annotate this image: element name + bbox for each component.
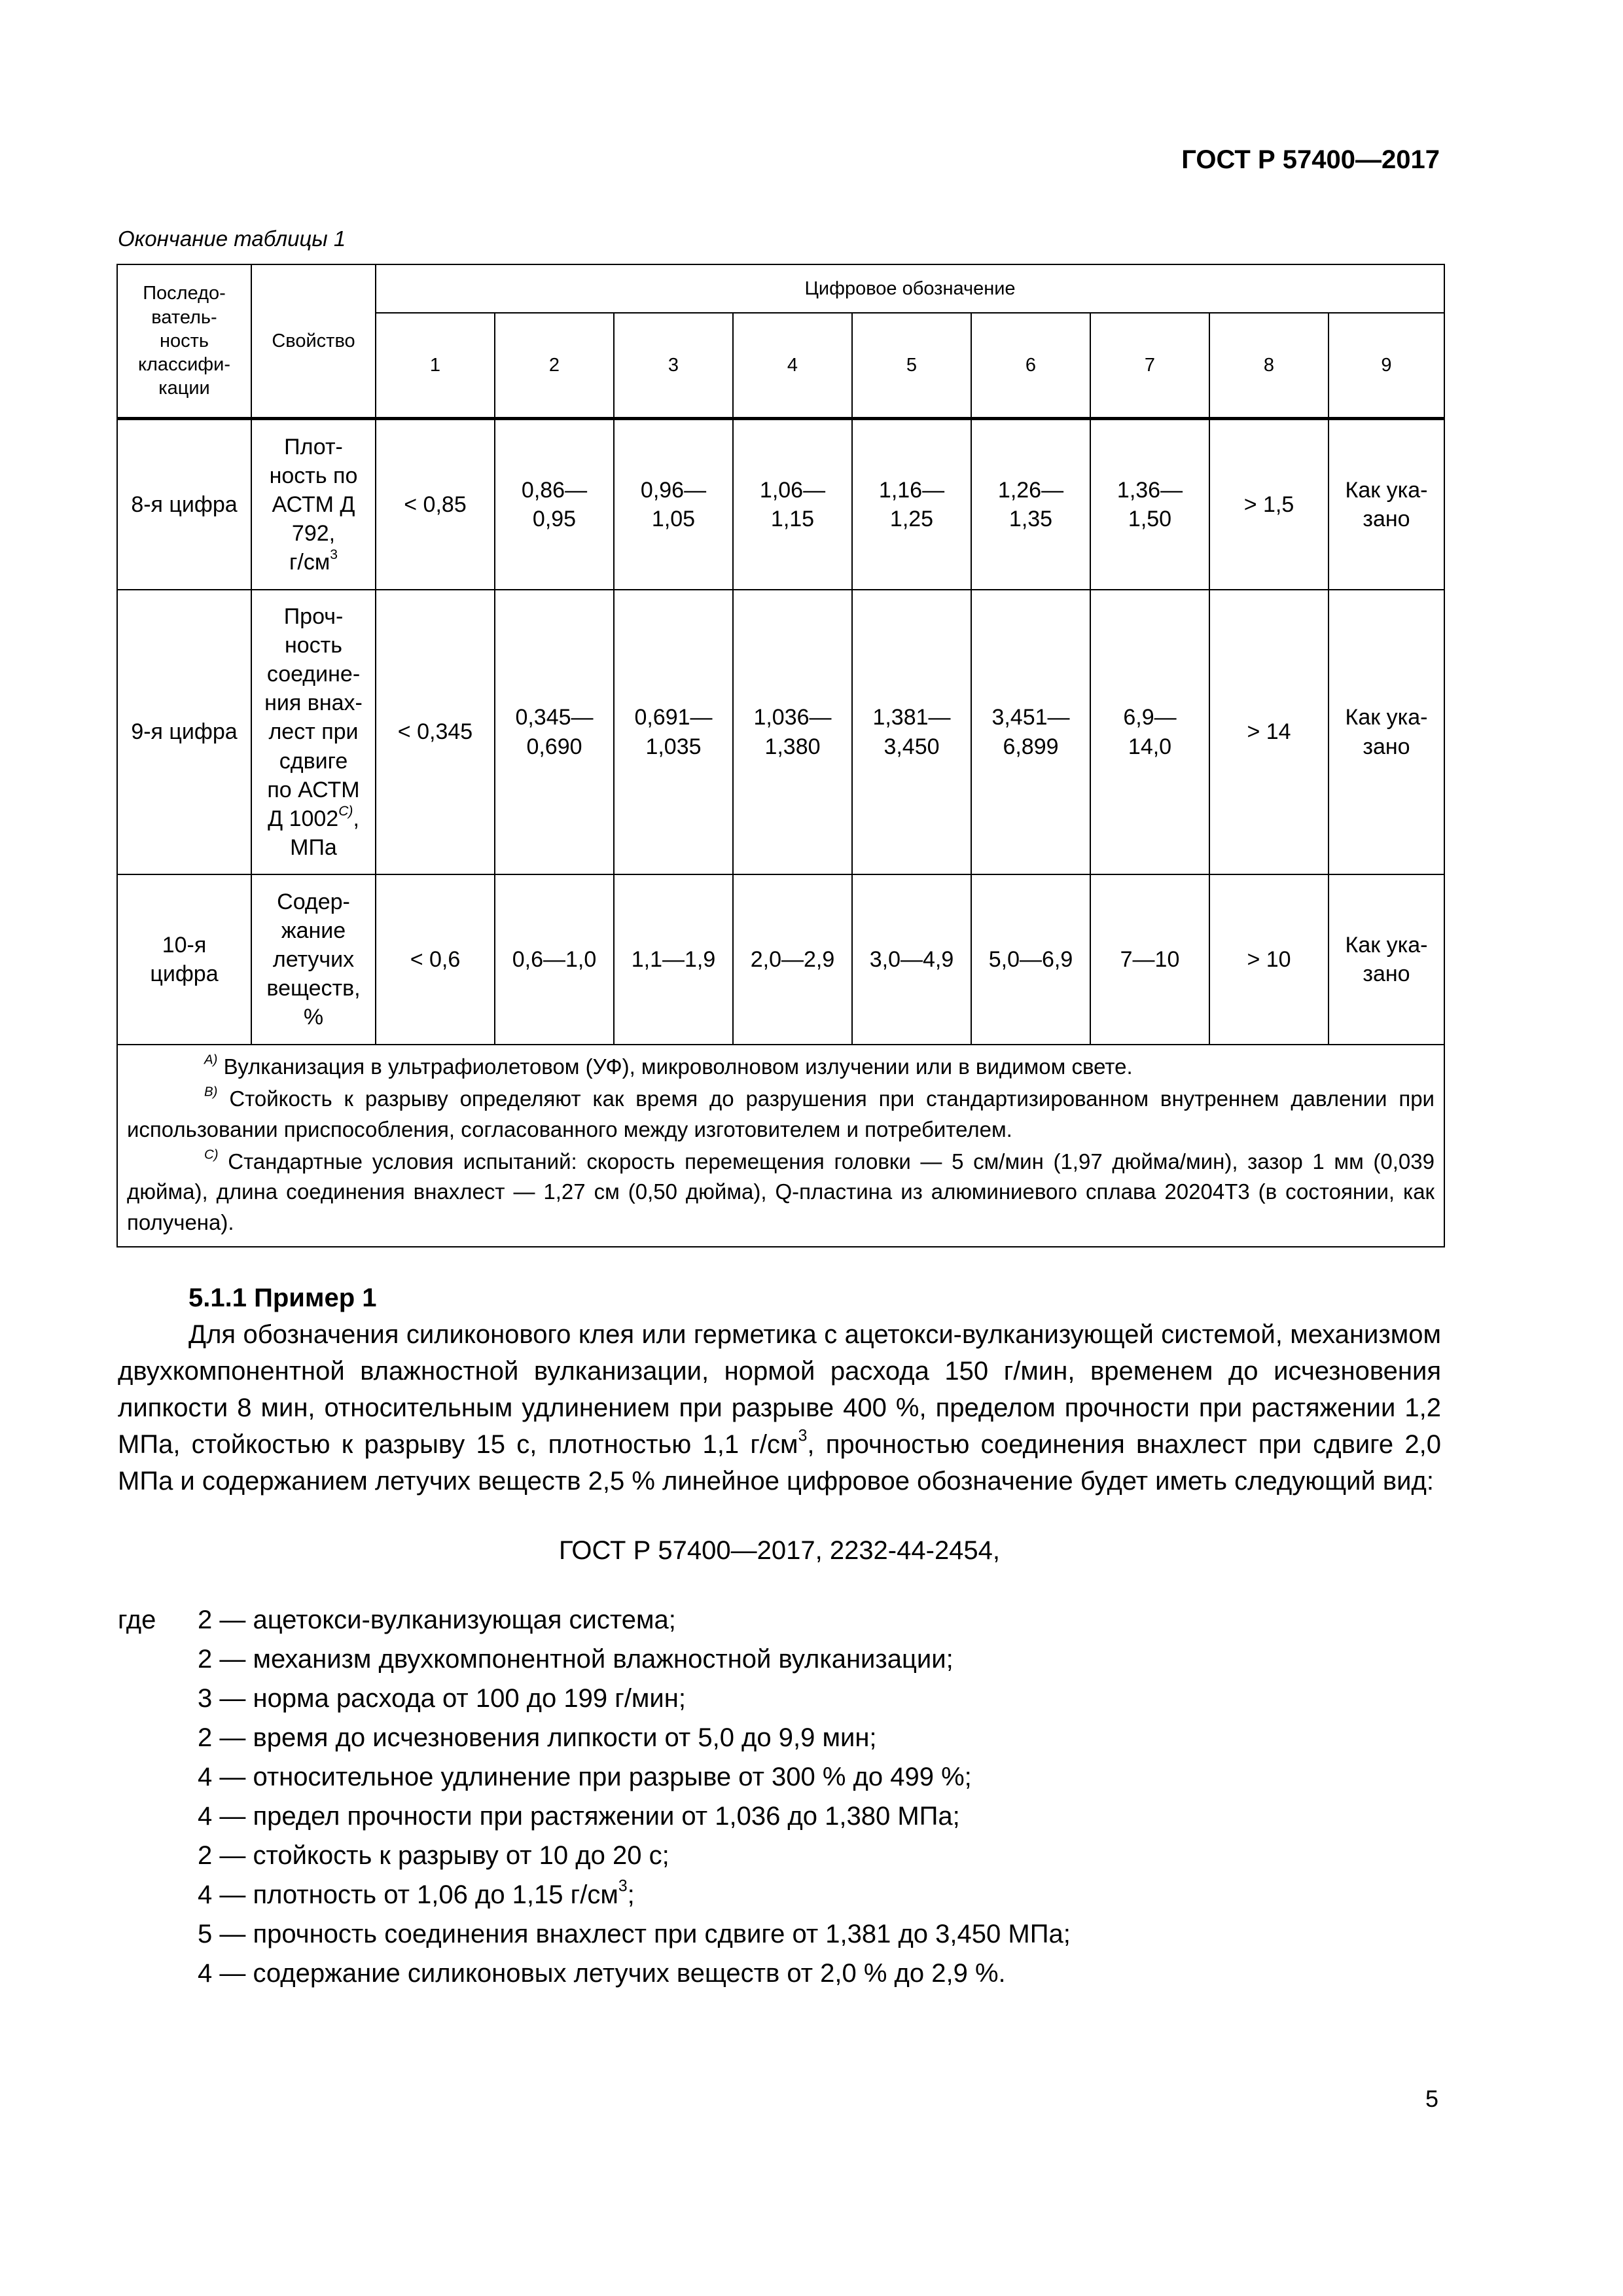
- table-cell: 1,26— 1,35: [971, 419, 1090, 590]
- list-item: 2 — время до исчезновения липкости от 5,0 до 9,9 мин;: [198, 1723, 877, 1752]
- table-cell: < 0,345: [376, 590, 495, 874]
- table-footnote: $^{В)}$ Стойкость к разрыву определяют как время до разрушения при стандартизированном внутреннем давлении при использовании приспособления, согласованного между изготовителем и потребителем.: [127, 1084, 1435, 1141]
- table-cell: 3,451— 6,899: [971, 590, 1090, 874]
- table-row: [117, 874, 1444, 1045]
- row-position: 10-я цифра: [117, 874, 251, 1045]
- header-digit: 5: [852, 313, 971, 419]
- list-item: 4 — относительное удлинение при разрыве от 300 % до 499 %;: [198, 1763, 972, 1791]
- classification-table: [116, 264, 1445, 1247]
- header-digit: 8: [1209, 313, 1329, 419]
- row-property: Плот- ность по АСТМ Д 792, $г/см^3$: [251, 419, 376, 590]
- document-code: ГОСТ Р 57400—2017: [1181, 145, 1440, 174]
- table-cell: < 0,85: [376, 419, 495, 590]
- table-cell: < 0,6: [376, 874, 495, 1045]
- list-item: 2 — стойкость к разрыву от 10 до 20 с;: [198, 1841, 669, 1870]
- header-sequence: Последо- ватель- ность классифи- кации: [117, 264, 251, 419]
- table-cell: 1,16— 1,25: [852, 419, 971, 590]
- designation-example: ГОСТ Р 57400—2017, 2232-44-2454,: [558, 1536, 1001, 1565]
- table-cell: 0,86— 0,95: [495, 419, 614, 590]
- page-number: 5: [1425, 2085, 1438, 2112]
- header-digital-designation: Цифровое обозначение: [376, 264, 1444, 313]
- header-digit: 6: [971, 313, 1090, 419]
- table-cell: 0,96— 1,05: [614, 419, 733, 590]
- list-item: 4 — плотность от 1,06 до 1,15 $г/см^3$;: [198, 1877, 635, 1909]
- table-cell: Как ука- зано: [1329, 874, 1444, 1045]
- table-cell: 1,036— 1,380: [733, 590, 852, 874]
- table-cell: 0,691— 1,035: [614, 590, 733, 874]
- list-item: 4 — предел прочности при растяжении от 1,036 до 1,380 МПа;: [198, 1802, 960, 1831]
- table-cell: Как ука- зано: [1329, 419, 1444, 590]
- list-item: где 2 — ацетокси-вулканизующая система;: [118, 1602, 1441, 1641]
- table-cell: 3,0—4,9: [852, 874, 971, 1045]
- table-cell: 7—10: [1090, 874, 1209, 1045]
- header-digit: 9: [1329, 313, 1444, 419]
- list-item: 4 — содержание силиконовых летучих веществ от 2,0 % до 2,9 %.: [198, 1959, 1006, 1988]
- list-item: 3 — норма расхода от 100 до 199 г/мин;: [198, 1684, 686, 1713]
- header-digit: 2: [495, 313, 614, 419]
- example-paragraph: Для обозначения силиконового клея или герметика с ацетокси-вулканизующей системой, механизмом двухкомпонентной влажностной вулканизации, нормой расхода 150 г/мин, временем до исчезновения липкости 8 мин, относительным удлинением при разрыве 400 %, пределом прочности при растяжении 1,2 МПа, стойкостью к разрыву 15 с, плотностью 1,1 $г/см^3$, прочностью соединения внахлест при сдвиге 2,0 МПа и содержанием летучих веществ 2,5 % линейное цифровое обозначение будет иметь следующий вид:: [118, 1320, 1441, 1496]
- table-cell: 1,1—1,9: [614, 874, 733, 1045]
- row-property: Содер- жание летучих веществ, %: [251, 874, 376, 1045]
- header-digit: 3: [614, 313, 733, 419]
- table-row: [117, 590, 1444, 874]
- table-cell: Как ука- зано: [1329, 590, 1444, 874]
- table-row: [117, 419, 1444, 590]
- row-position: 8-я цифра: [117, 419, 251, 590]
- header-digit: 1: [376, 313, 495, 419]
- table-caption: Окончание таблицы 1: [118, 226, 346, 251]
- table-footnote: $^{С)}$ Стандартные условия испытаний: скорость перемещения головки — 5 см/мин (1,97 дюйма/мин), зазор 1 мм (0,039 дюйма), длина соединения внахлест — 1,27 см (0,50 дюйма), Q-пластина из алюминиевого сплава 20204Т3 (в состоянии, как получена).: [127, 1147, 1435, 1235]
- table-cell: > 1,5: [1209, 419, 1329, 590]
- table-cell: 1,06— 1,15: [733, 419, 852, 590]
- table-cell: 5,0—6,9: [971, 874, 1090, 1045]
- table-cell: 2,0—2,9: [733, 874, 852, 1045]
- table-cell: > 14: [1209, 590, 1329, 874]
- example-section: [118, 1280, 1441, 1994]
- header-digit: 4: [733, 313, 852, 419]
- header-digit: 7: [1090, 313, 1209, 419]
- table-cell: 0,345— 0,690: [495, 590, 614, 874]
- table-cell: 1,36— 1,50: [1090, 419, 1209, 590]
- table-cell: 0,6—1,0: [495, 874, 614, 1045]
- header-property: Свойство: [251, 264, 376, 419]
- list-item: 5 — прочность соединения внахлест при сдвиге от 1,381 до 3,450 МПа;: [198, 1920, 1071, 1948]
- table-notes: [117, 1045, 1444, 1247]
- table-footnote: $^{А)}$ Вулканизация в ультрафиолетовом (УФ), микроволновом излучении или в видимом свете.: [204, 1052, 1133, 1079]
- list-item: 2 — механизм двухкомпонентной влажностной вулканизации;: [198, 1645, 954, 1674]
- section-heading: 5.1.1 Пример 1: [188, 1283, 377, 1312]
- where-label: где: [118, 1605, 156, 1634]
- row-position: 9-я цифра: [117, 590, 251, 874]
- designation-legend: [118, 1602, 1441, 1994]
- table-cell: > 10: [1209, 874, 1329, 1045]
- table-cell: 1,381— 3,450: [852, 590, 971, 874]
- row-property: Проч- ность соедине- ния внах- лест при сдвиге по АСТМ Д $1002^{С)}$, МПа: [251, 590, 376, 874]
- table-cell: 6,9— 14,0: [1090, 590, 1209, 874]
- table-notes-row: [117, 1045, 1444, 1247]
